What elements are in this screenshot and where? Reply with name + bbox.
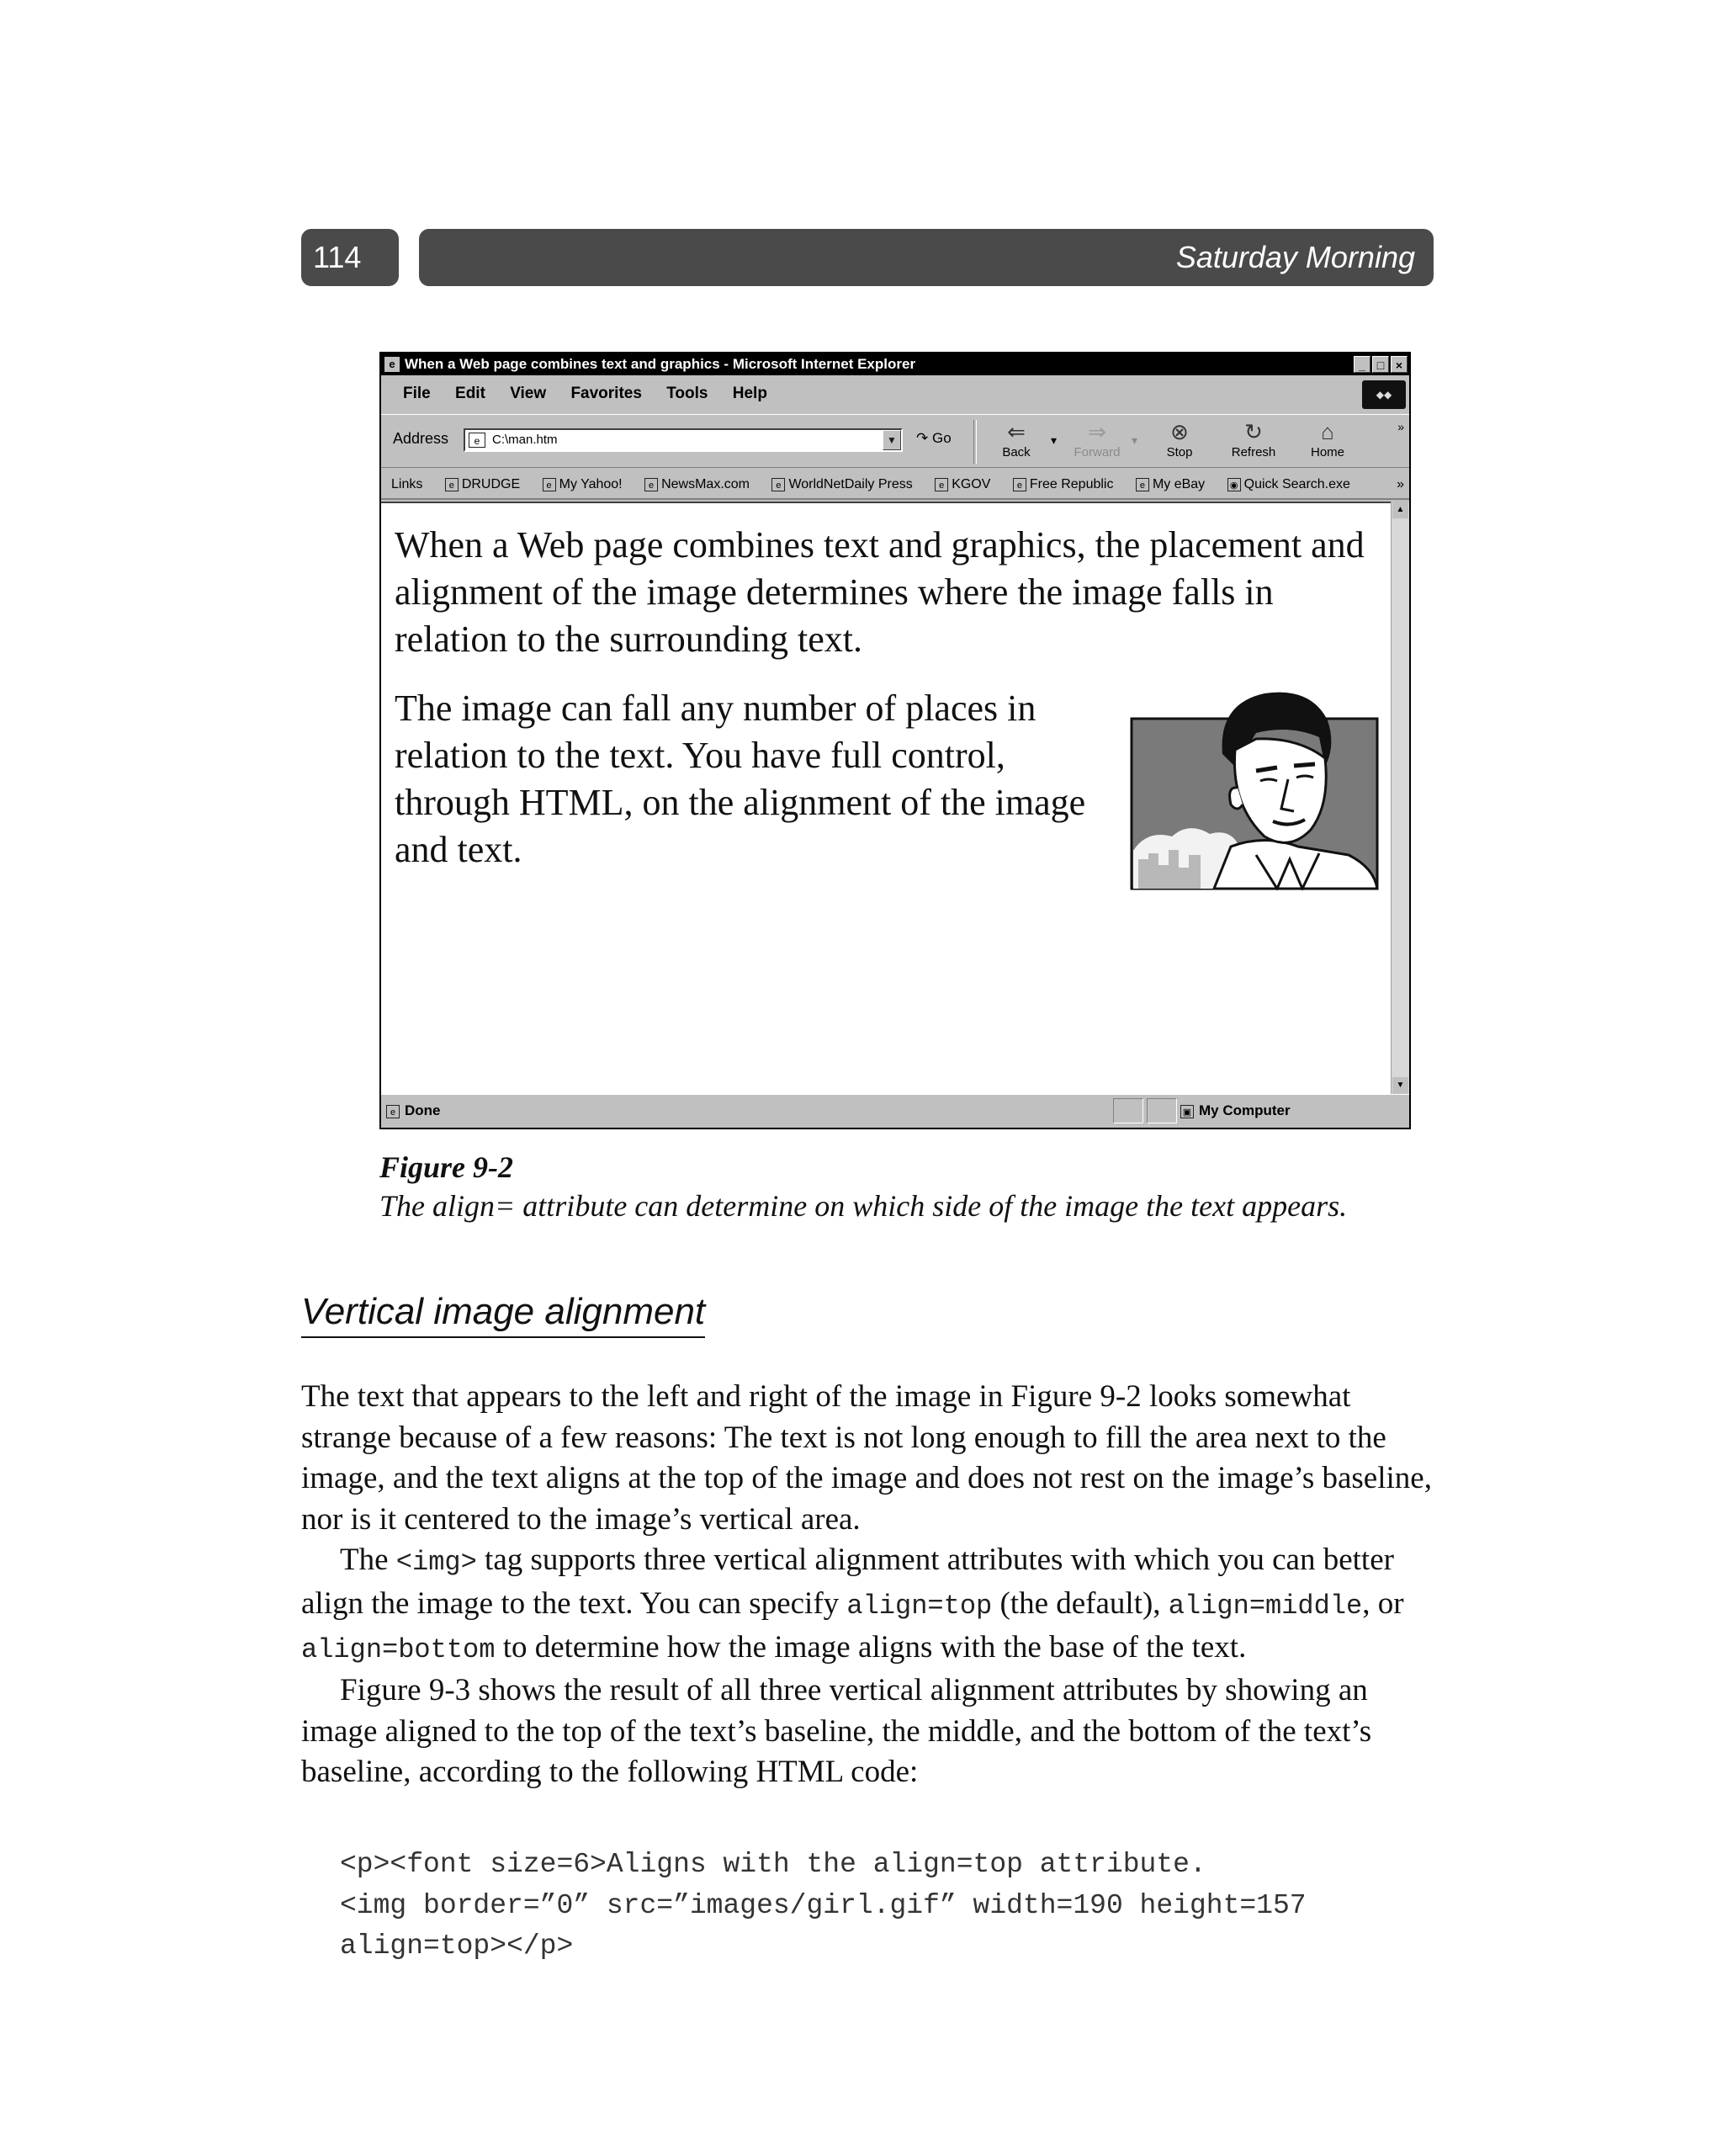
- stop-label: Stop: [1166, 445, 1193, 459]
- forward-button[interactable]: [1068, 418, 1127, 459]
- go-arrow-icon: ↷: [916, 430, 929, 446]
- status-bar: [381, 1094, 1409, 1128]
- link-page-icon: e: [445, 478, 459, 491]
- forward-dropdown-caret[interactable]: ▾: [1132, 433, 1138, 447]
- status-text: e Done: [386, 1095, 441, 1127]
- web-page-paragraph-1: When a Web page combines text and graphics, the placement and alignment of the image determines where the image falls in relation to the surrounding text.: [395, 524, 1365, 660]
- link-page-icon: e: [771, 478, 785, 491]
- link-free-republic[interactable]: e Free Republic: [1013, 477, 1114, 491]
- link-page-icon: e: [1136, 478, 1149, 491]
- link-my-yahoo[interactable]: e My Yahoo!: [543, 477, 623, 491]
- address-toolbar: [381, 414, 1409, 468]
- vertical-scrollbar[interactable]: [1391, 502, 1409, 1094]
- link-page-icon: e: [543, 478, 556, 491]
- code-line: <p><font size=6>Aligns with the align=top attribute.: [340, 1849, 1206, 1880]
- menu-file[interactable]: File: [403, 385, 431, 402]
- link-worldnetdaily[interactable]: e WorldNetDaily Press: [771, 477, 912, 491]
- body-text: [301, 1377, 1437, 1793]
- ie-logo-icon: e: [384, 357, 400, 372]
- inline-code: align=middle: [1168, 1590, 1363, 1622]
- link-quick-search[interactable]: ◉ Quick Search.exe: [1227, 477, 1350, 491]
- body-paragraph-3: Figure 9-3 shows the result of all three vertical alignment attributes by showing an image aligned to the top of the text’s baseline, the middle, and the bottom of the text’s baseline, according to the following HTML code:: [301, 1673, 1372, 1790]
- inline-code: align=bottom: [301, 1633, 496, 1665]
- inline-code: <img>: [395, 1547, 477, 1579]
- go-button[interactable]: [916, 430, 952, 447]
- stop-button[interactable]: [1150, 418, 1209, 459]
- forward-label: Forward: [1074, 445, 1121, 459]
- inline-code: align=top: [846, 1590, 993, 1622]
- link-page-icon: e: [1013, 478, 1026, 491]
- window-controls: [1354, 356, 1408, 373]
- web-page-content: [381, 502, 1392, 1094]
- security-zone: ▣ My Computer: [1180, 1095, 1291, 1127]
- back-button[interactable]: [987, 418, 1046, 459]
- window-title: When a Web page combines text and graphics - Microsoft Internet Explorer: [405, 356, 916, 372]
- running-head: Saturday Morning: [419, 229, 1434, 286]
- refresh-label: Refresh: [1231, 445, 1276, 459]
- link-drudge[interactable]: e DRUDGE: [445, 477, 520, 491]
- go-label: Go: [931, 430, 952, 446]
- links-label: Links: [391, 477, 423, 491]
- scroll-down-icon[interactable]: ▼: [1392, 1077, 1408, 1094]
- web-page-paragraph-2: The image can fall any number of places in relation to the text. You have full control, through HTML, on the alignment of the image and text.: [395, 688, 1086, 870]
- home-button[interactable]: [1298, 418, 1357, 459]
- back-label: Back: [1002, 445, 1031, 459]
- home-label: Home: [1310, 445, 1344, 459]
- minimize-button[interactable]: _: [1354, 356, 1370, 373]
- figure-label: Figure 9-2: [379, 1150, 514, 1184]
- status-cell: [1113, 1098, 1143, 1123]
- stop-icon: ⊗: [1170, 419, 1189, 444]
- refresh-button[interactable]: [1224, 418, 1283, 459]
- body-paragraph-1: The text that appears to the left and right of the image in Figure 9-2 looks somewhat strange because of a few reasons: The text is not long enough to fill the area next to the image, and the text aligns at the top of the image and does not rest on the image’s baseline, nor is it centered to the image’s vertical area.: [301, 1379, 1432, 1537]
- back-dropdown-caret[interactable]: ▾: [1051, 433, 1058, 447]
- maximize-button[interactable]: □: [1372, 356, 1389, 373]
- address-input[interactable]: [464, 428, 903, 452]
- link-kgov[interactable]: e KGOV: [935, 477, 990, 491]
- section-heading: Vertical image alignment: [301, 1291, 705, 1338]
- link-my-ebay[interactable]: e My eBay: [1136, 477, 1205, 491]
- toolbar-chevron-icon[interactable]: »: [1397, 420, 1404, 433]
- computer-icon: ▣: [1180, 1105, 1194, 1118]
- address-label: Address: [393, 430, 449, 447]
- body-paragraph-2: The <img> tag supports three vertical alignment attributes with which you can better align the image to the text. You can specify align=top (the default), align=middle, or align=bottom to determine how the image aligns with the base of the text.: [301, 1543, 1404, 1665]
- browser-window: [379, 352, 1411, 1129]
- menu-view[interactable]: View: [510, 385, 547, 402]
- links-chevron-icon[interactable]: »: [1397, 477, 1404, 491]
- figure-caption: The align= attribute can determine on which side of the image the text appears.: [379, 1189, 1348, 1223]
- address-value: C:\man.htm: [492, 433, 558, 447]
- windows-logo-icon: ◆◆: [1362, 380, 1406, 409]
- page-number: 114: [301, 229, 399, 286]
- link-app-icon: ◉: [1227, 478, 1241, 491]
- address-dropdown-button[interactable]: ▼: [883, 430, 901, 450]
- code-listing: [340, 1845, 1307, 1967]
- back-arrow-icon: ⇐: [1007, 419, 1026, 444]
- link-page-icon: e: [644, 478, 658, 491]
- links-bar: [381, 470, 1409, 500]
- menu-bar: [381, 377, 1409, 411]
- refresh-icon: ↻: [1244, 419, 1263, 444]
- toolbar-separator: [973, 420, 977, 464]
- code-line: align=top></p>: [340, 1930, 574, 1962]
- scroll-up-icon[interactable]: ▲: [1392, 502, 1408, 518]
- forward-arrow-icon: ⇒: [1088, 419, 1106, 444]
- menu-favorites[interactable]: Favorites: [570, 385, 642, 402]
- link-newsmax[interactable]: e NewsMax.com: [644, 477, 750, 491]
- menu-help[interactable]: Help: [732, 385, 767, 402]
- title-bar: [381, 353, 1409, 375]
- page-done-icon: e: [386, 1105, 400, 1118]
- code-line: <img border=”0” src=”images/girl.gif” width=190 height=157: [340, 1889, 1307, 1921]
- menu-tools[interactable]: Tools: [666, 385, 708, 402]
- man-clipart-image: [1130, 687, 1379, 890]
- link-page-icon: e: [935, 478, 948, 491]
- home-icon: ⌂: [1321, 419, 1334, 444]
- page-icon: e: [469, 433, 485, 448]
- status-cell: [1147, 1098, 1177, 1123]
- menu-edit[interactable]: Edit: [455, 385, 485, 402]
- close-button[interactable]: ×: [1391, 356, 1408, 373]
